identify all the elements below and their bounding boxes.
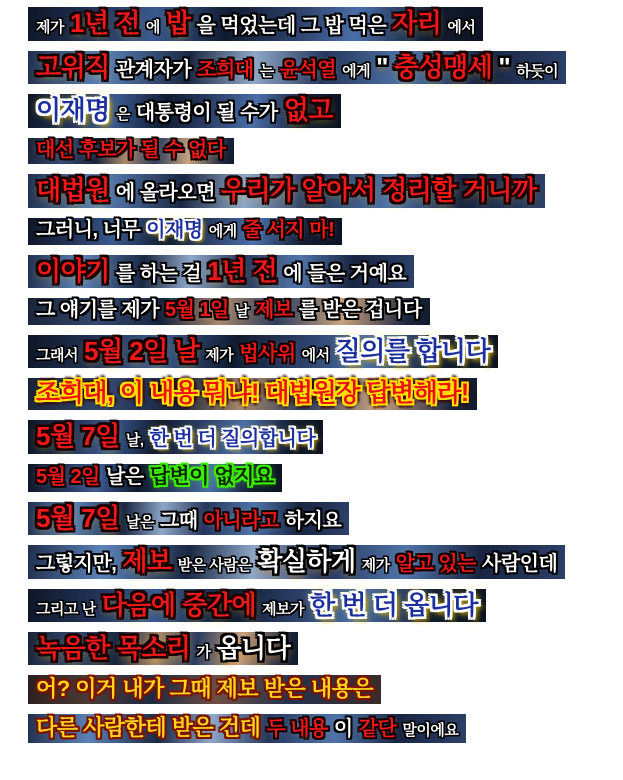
- caption-line: [28, 298, 430, 325]
- caption-segment: 하지요: [284, 509, 342, 532]
- caption-line: [28, 378, 477, 410]
- caption-row: [28, 464, 623, 492]
- caption-segment: 줄 서지 마!: [242, 218, 335, 241]
- caption-segment: 이야기: [36, 255, 110, 286]
- caption-segment: 다음에 중간에: [101, 589, 257, 620]
- caption-segment: 는: [259, 62, 274, 80]
- caption-segment: 를 하는 걸: [115, 262, 202, 285]
- caption-segment: 이: [333, 717, 353, 740]
- caption-row: [28, 298, 623, 325]
- caption-line: [28, 138, 234, 165]
- caption-line: [28, 632, 298, 665]
- caption-row: [28, 675, 623, 704]
- caption-segment: 제보: [255, 299, 293, 322]
- caption-line: [28, 589, 486, 622]
- caption-segment: 1년 전: [207, 255, 278, 286]
- caption-segment: 5월 7일: [36, 421, 120, 452]
- caption-segment: 한 번 더 질의합니다: [149, 428, 316, 451]
- caption-segment: 알고 있는: [395, 553, 476, 576]
- caption-segment: ": [376, 51, 388, 82]
- caption-segment: 5월 2일 날: [83, 335, 200, 366]
- caption-row: [28, 94, 623, 128]
- caption-segment: 말이에요: [402, 721, 459, 739]
- caption-line: [28, 335, 498, 369]
- caption-segment: 제가: [361, 557, 390, 575]
- caption-segment: 두 내용: [266, 717, 328, 740]
- caption-segment: ": [498, 51, 511, 82]
- caption-row: [28, 714, 623, 744]
- caption-segment: 에게: [342, 62, 371, 80]
- caption-line: [28, 218, 342, 245]
- caption-segment: 사람인데: [482, 553, 558, 576]
- caption-segment: 은: [115, 106, 130, 124]
- caption-segment: 아니라고: [203, 509, 279, 532]
- caption-line: [28, 464, 282, 492]
- caption-segment: 제보: [122, 546, 172, 577]
- caption-segment: 날,: [125, 432, 144, 450]
- caption-line: [28, 545, 565, 579]
- caption-row: [28, 7, 623, 41]
- caption-row: [28, 218, 623, 245]
- caption-segment: 우리가 알아서 정리할 거니까: [221, 175, 537, 206]
- caption-segment: 같단: [358, 717, 397, 740]
- caption-row: [28, 335, 623, 369]
- caption-segment: 답변이 없지요: [149, 464, 274, 488]
- caption-segment: 그 얘기를 제가: [36, 299, 160, 322]
- caption-segment: 5월 2일: [36, 465, 100, 488]
- caption-row: [28, 632, 623, 665]
- caption-segment: 를 받은 겁니다: [298, 299, 422, 322]
- caption-segment: 에 들은 거예요: [283, 262, 407, 285]
- caption-segment: 옵니다: [216, 632, 291, 663]
- caption-segment: 가: [196, 643, 211, 661]
- caption-segment: 다른 사람한테 받은 건데: [36, 714, 261, 740]
- caption-segment: 그렇지만,: [36, 553, 117, 576]
- caption-segment: 그래서: [36, 346, 78, 364]
- caption-segment: 에서: [447, 19, 476, 36]
- caption-segment: 대통령이 될 수가: [135, 102, 278, 125]
- caption-segment: 없고: [283, 95, 333, 126]
- caption-segment: 날은: [105, 465, 144, 488]
- caption-segment: 5월 1일: [165, 299, 229, 322]
- caption-line: [28, 51, 566, 85]
- caption-segment: 제보가: [262, 600, 305, 618]
- caption-line: [28, 714, 466, 744]
- caption-segment: 에게: [208, 222, 237, 240]
- caption-segment: 대법원: [36, 175, 110, 206]
- caption-row: [28, 502, 623, 536]
- caption-segment: 에 올라오면: [115, 182, 216, 205]
- caption-segment: 자리: [392, 8, 442, 38]
- caption-segment: 에: [145, 19, 160, 36]
- caption-line: [28, 502, 349, 536]
- caption-line: [28, 174, 545, 208]
- caption-segment: 하듯이: [516, 62, 559, 80]
- caption-row: [28, 174, 623, 208]
- caption-segment: 제가: [36, 19, 64, 36]
- caption-segment: 확실하게: [257, 546, 356, 577]
- caption-segment: 관계자가: [115, 58, 192, 81]
- caption-row: [28, 255, 623, 289]
- caption-line: [28, 675, 381, 704]
- caption-line: [28, 7, 483, 41]
- caption-row: [28, 420, 623, 454]
- caption-segment: 5월 7일: [36, 502, 120, 533]
- caption-segment: 대선 후보가 될 수 없다: [36, 138, 226, 161]
- caption-segment: 녹음한 목소리: [36, 632, 191, 663]
- caption-segment: 에서: [301, 346, 330, 364]
- caption-segment: 날은: [125, 513, 154, 531]
- caption-segment: 1년 전: [69, 8, 140, 38]
- caption-row: [28, 138, 623, 165]
- caption-row: [28, 51, 623, 85]
- caption-segment: 밥: [165, 8, 191, 38]
- caption-line: [28, 255, 414, 289]
- caption-segment: 윤석열: [279, 58, 337, 81]
- caption-segment: 고위직: [36, 51, 110, 82]
- caption-segment: 조희대: [197, 58, 254, 81]
- caption-segment: 받은 사람은: [177, 557, 252, 575]
- caption-segment: 한 번 더 옵니다: [310, 589, 478, 620]
- caption-segment: 그리고 난: [36, 600, 96, 618]
- caption-row: [28, 589, 623, 622]
- caption-segment: 제가: [205, 346, 234, 364]
- caption-segment: 그때: [159, 509, 198, 532]
- caption-segment: 이재명: [146, 218, 203, 241]
- caption-segment: 질의를 합니다: [335, 335, 491, 366]
- caption-line: [28, 420, 323, 454]
- caption-segment: 어? 이거 내가 그때 제보 받은 내용은: [36, 675, 374, 701]
- caption-segment: 충성맹세: [393, 51, 493, 82]
- caption-line: [28, 94, 341, 128]
- caption-row: [28, 378, 623, 410]
- caption-segment: 그러니, 너무: [36, 218, 141, 241]
- caption-segment: 이재명: [36, 95, 110, 126]
- caption-segment: 을 먹었는데 그 밥 먹은: [196, 15, 387, 37]
- caption-segment: 조희대, 이 내용 뭐냐! 대법원장 답변해라!: [36, 379, 469, 408]
- caption-segment: 날: [235, 303, 249, 321]
- caption-segment: 법사위: [239, 342, 296, 365]
- caption-row: [28, 545, 623, 579]
